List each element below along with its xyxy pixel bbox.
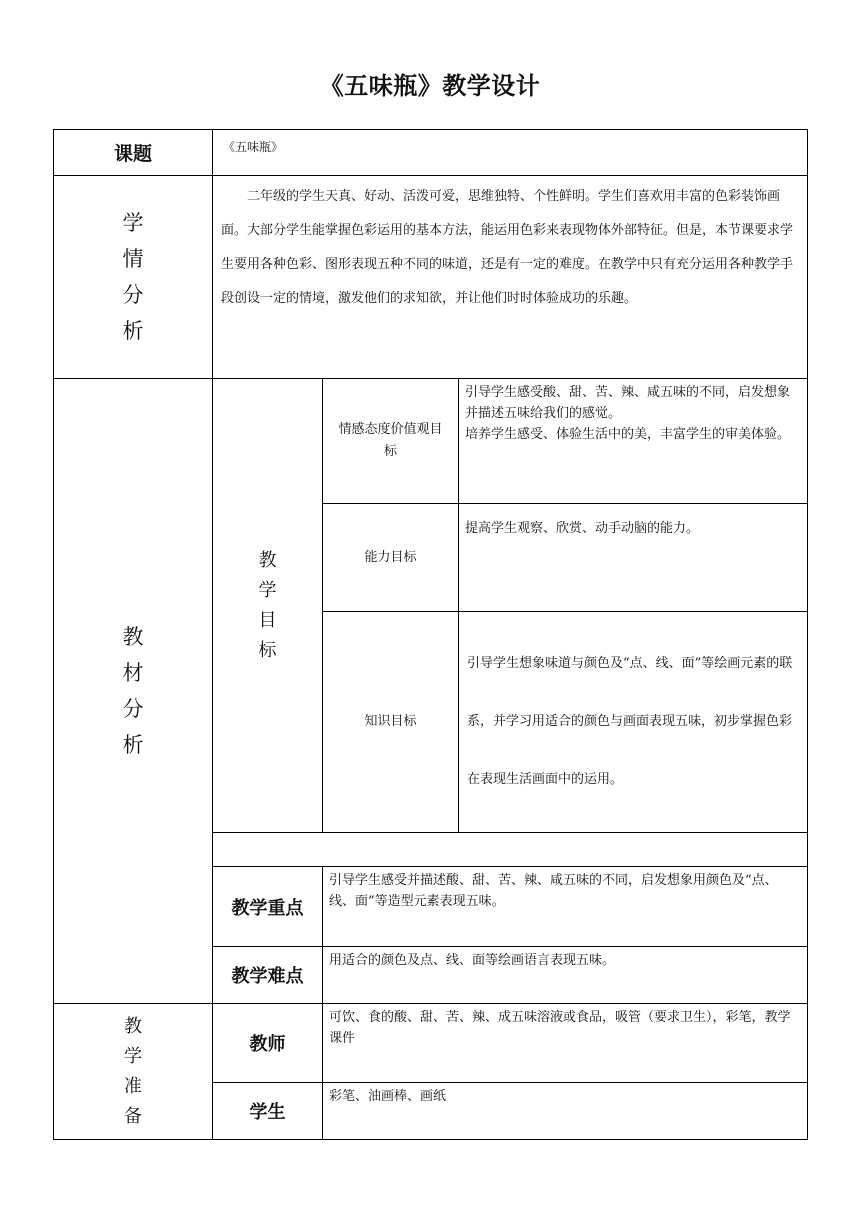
emotion-objective-text: 引导学生感受酸、甜、苦、辣、咸五味的不同，启发想象并描述五味给我们的感觉。 培养学生感受、体验生活中的美，丰富学生的审美体验。 [459,379,808,504]
document-title: 《五味瓶》教学设计 [319,72,541,100]
learner-analysis-text: 二年级的学生天真、好动、活泼可爱，思维独特、个性鲜明。学生们喜欢用丰富的色彩装饰画面。大部分学生能掌握色彩运用的基本方法，能运用色彩来表现物体外部特征。但是，本节课要求学生要用各种色彩、图形表现五种不同的味道，还是有一定的难度。在教学中只有充分运用各种教学手段创设一定的情境，激发他们的求知欲，并让他们时时体验成功的乐趣。 [213,176,808,379]
topic-value: 《五味瓶》 [213,130,808,176]
student-prep-text: 彩笔、油画棒、画纸 [323,1083,808,1140]
knowledge-objective-text: 引导学生想象味道与颜色及“点、线、面”等绘画元素的联系，并学习用适合的颜色与画面表现五味，初步掌握色彩在表现生活画面中的运用。 [459,612,808,833]
learner-analysis-label: 学 情 分 析 [54,176,213,379]
emotion-objective-label: 情感态度价值观目标 [323,379,459,504]
blank-cell [213,833,808,867]
teacher-prep-text: 可饮、食的酸、甜、苦、辣、成五味溶液或食品，吸管（要求卫生），彩笔，教学课件 [323,1004,808,1083]
lesson-plan-table [53,129,808,1140]
material-analysis-label: 教 材 分 析 [54,379,213,1004]
difficulty-text: 用适合的颜色及点、线、面等绘画语言表现五味。 [323,947,808,1004]
objectives-label: 教 学 目 标 [213,379,323,833]
key-point-text: 引导学生感受并描述酸、甜、苦、辣、咸五味的不同，启发想象用颜色及“点、线、面”等造型元素表现五味。 [323,867,808,947]
ability-objective-label: 能力目标 [323,504,459,612]
objective-row-emotion [54,379,808,504]
knowledge-objective-label: 知识目标 [323,612,459,833]
teacher-label: 教师 [213,1004,323,1083]
teacher-prep-row [54,1004,808,1083]
ability-objective-text: 提高学生观察、欣赏、动手动脑的能力。 [459,504,808,612]
topic-row [54,130,808,176]
learner-analysis-row [54,176,808,379]
difficulty-label: 教学难点 [213,947,323,1004]
topic-label: 课题 [54,130,213,176]
preparation-label: 教 学 准 备 [54,1004,213,1140]
key-point-label: 教学重点 [213,867,323,947]
student-label: 学生 [213,1083,323,1140]
